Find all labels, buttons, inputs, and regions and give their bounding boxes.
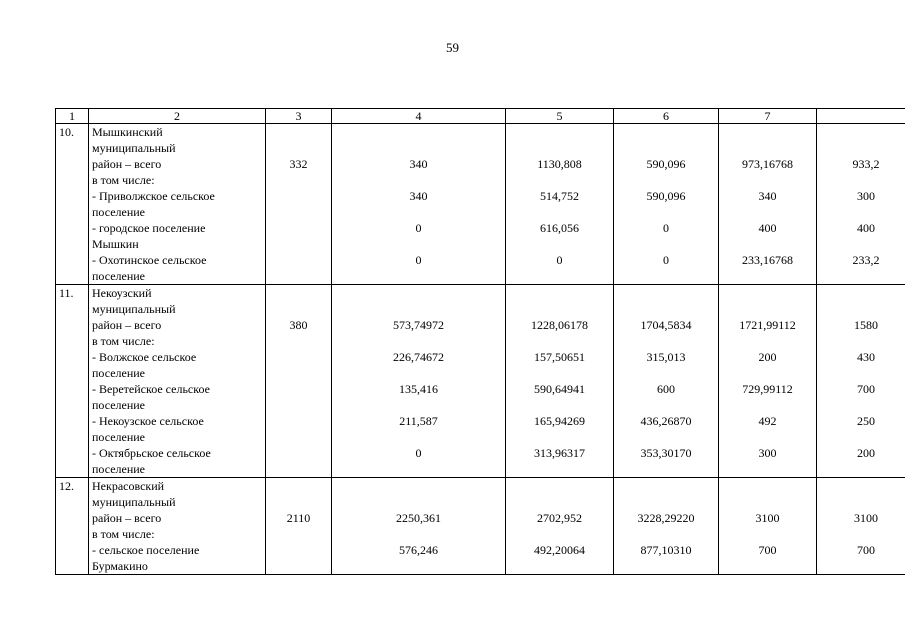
value-line — [266, 413, 331, 429]
value-line: 729,99112 — [742, 382, 793, 396]
value-line — [817, 429, 905, 445]
value-line — [614, 333, 718, 349]
value-line — [506, 526, 613, 542]
value-line — [266, 188, 331, 204]
name-line: Некоузский — [92, 286, 152, 300]
value-line: 226,74672 — [393, 350, 444, 364]
value-line — [719, 494, 816, 510]
value-line — [719, 333, 816, 349]
value-line — [719, 461, 816, 477]
value-line — [332, 140, 505, 156]
value-line: 492,20064 — [534, 543, 585, 557]
value-cell-col5 — [506, 478, 614, 575]
value-line — [332, 478, 505, 494]
value-line — [817, 124, 905, 140]
value-cell-col5 — [506, 124, 614, 285]
header-cell: 3 — [266, 109, 332, 124]
table-row — [56, 478, 905, 575]
value-line — [614, 365, 718, 381]
value-line — [332, 124, 505, 140]
value-line — [719, 236, 816, 252]
value-line: 590,096 — [646, 189, 686, 203]
name-line: - Октябрьское сельское — [92, 446, 211, 460]
value-line — [614, 558, 718, 574]
value-cell-col5 — [506, 285, 614, 478]
value-line: 3100 — [755, 511, 780, 525]
value-line: 0 — [415, 253, 422, 267]
value-line: 400 — [857, 221, 875, 235]
name-line: муниципальный — [92, 495, 176, 509]
value-line — [332, 204, 505, 220]
value-line — [506, 285, 613, 301]
value-cell-col7 — [719, 285, 817, 478]
value-line: 0 — [415, 221, 422, 235]
header-cell: 7 — [719, 109, 817, 124]
value-line: 1704,5834 — [640, 318, 692, 332]
value-line: 400 — [758, 221, 777, 235]
value-line — [332, 236, 505, 252]
name-line: поселение — [92, 269, 146, 283]
value-line: 0 — [663, 221, 669, 235]
value-line: 616,056 — [540, 221, 579, 235]
value-line — [332, 429, 505, 445]
value-line: 300 — [758, 446, 777, 460]
value-line — [719, 397, 816, 413]
value-line — [506, 365, 613, 381]
value-line — [506, 429, 613, 445]
value-line — [719, 558, 816, 574]
value-line: 700 — [758, 543, 777, 557]
value-cell-col3 — [266, 478, 332, 575]
value-line: 157,50651 — [534, 350, 585, 364]
value-line — [266, 236, 331, 252]
value-line — [266, 285, 331, 301]
value-line — [614, 268, 718, 284]
value-line: 340 — [409, 157, 428, 171]
value-line — [817, 333, 905, 349]
row-number: 11. — [56, 285, 89, 478]
name-line: в том числе: — [92, 334, 155, 348]
value-line: 514,752 — [540, 189, 579, 203]
value-line — [266, 140, 331, 156]
value-line: 353,30170 — [640, 446, 692, 460]
value-cell-col3 — [266, 124, 332, 285]
value-line: 340 — [758, 189, 777, 203]
name-line: муниципальный — [92, 302, 176, 316]
value-line — [614, 236, 718, 252]
value-cell-col8 — [817, 478, 905, 575]
value-line — [332, 333, 505, 349]
value-line — [817, 268, 905, 284]
value-line — [614, 461, 718, 477]
value-line — [266, 494, 331, 510]
value-line: 600 — [657, 382, 675, 396]
value-line — [266, 445, 331, 461]
value-line: 200 — [857, 446, 875, 460]
value-cell-col6 — [614, 285, 719, 478]
value-line — [266, 558, 331, 574]
name-line: поселение — [92, 398, 146, 412]
value-line — [817, 397, 905, 413]
value-line — [817, 494, 905, 510]
value-line — [817, 204, 905, 220]
value-line — [719, 124, 816, 140]
value-line — [614, 397, 718, 413]
name-line: Некрасовский — [92, 479, 165, 493]
value-cell-col6 — [614, 478, 719, 575]
value-line — [719, 268, 816, 284]
value-line — [266, 478, 331, 494]
value-line — [817, 478, 905, 494]
value-line: 233,16768 — [742, 253, 793, 267]
value-line — [614, 124, 718, 140]
value-line: 0 — [663, 253, 669, 267]
value-line — [332, 268, 505, 284]
value-line — [506, 461, 613, 477]
value-line — [266, 220, 331, 236]
name-line: - городское поселение — [92, 221, 206, 235]
value-line — [266, 268, 331, 284]
value-line — [719, 429, 816, 445]
value-line: 1130,808 — [537, 157, 582, 171]
value-cell-col6 — [614, 124, 719, 285]
value-line — [266, 172, 331, 188]
value-line — [817, 236, 905, 252]
value-line — [719, 526, 816, 542]
value-line: 700 — [857, 543, 875, 557]
value-line — [719, 140, 816, 156]
name-line: район – всего — [92, 157, 162, 171]
value-line — [817, 140, 905, 156]
value-line: 233,2 — [852, 253, 880, 267]
row-number: 12. — [56, 478, 89, 575]
district-name-cell — [89, 124, 266, 285]
header-cell: 1 — [56, 109, 89, 124]
page-number: 59 — [446, 40, 459, 55]
value-line — [614, 285, 718, 301]
value-line — [506, 397, 613, 413]
name-line: поселение — [92, 462, 146, 476]
value-line: 933,2 — [852, 157, 880, 171]
name-line: - сельское поселение — [92, 543, 200, 557]
value-line — [719, 301, 816, 317]
value-line — [614, 478, 718, 494]
value-line: 3228,29220 — [637, 511, 695, 525]
name-line: муниципальный — [92, 141, 176, 155]
value-cell-col4 — [332, 124, 506, 285]
value-line: 300 — [857, 189, 875, 203]
value-line: 2110 — [286, 511, 311, 525]
value-line: 340 — [409, 189, 428, 203]
value-line: 315,013 — [646, 350, 686, 364]
value-cell-col8 — [817, 285, 905, 478]
name-line: - Волжское сельское — [92, 350, 197, 364]
table-row — [56, 285, 905, 478]
value-line — [506, 140, 613, 156]
value-line: 492 — [758, 414, 777, 428]
value-line: 313,96317 — [534, 446, 585, 460]
header-row — [56, 109, 905, 124]
value-line — [266, 429, 331, 445]
value-line — [266, 397, 331, 413]
value-line: 590,64941 — [534, 382, 585, 396]
value-line: 1580 — [854, 318, 878, 332]
name-line: - Охотинское сельское — [92, 253, 207, 267]
value-line: 250 — [857, 414, 875, 428]
value-line — [506, 124, 613, 140]
value-cell-col7 — [719, 124, 817, 285]
value-line — [614, 140, 718, 156]
value-line — [332, 461, 505, 477]
value-line — [266, 204, 331, 220]
value-line — [506, 268, 613, 284]
value-line — [332, 558, 505, 574]
value-line: 1721,99112 — [739, 318, 796, 332]
value-line — [266, 461, 331, 477]
value-line — [506, 204, 613, 220]
value-line: 430 — [857, 350, 875, 364]
value-line — [719, 365, 816, 381]
value-line — [266, 365, 331, 381]
name-line: - Приволжское сельское — [92, 189, 215, 203]
value-line — [719, 172, 816, 188]
district-name-cell — [89, 478, 266, 575]
value-line — [332, 526, 505, 542]
value-line: 877,10310 — [640, 543, 692, 557]
value-line — [817, 558, 905, 574]
name-line: район – всего — [92, 318, 162, 332]
value-line — [506, 172, 613, 188]
value-line — [266, 381, 331, 397]
value-line — [332, 397, 505, 413]
value-line — [266, 124, 331, 140]
value-line — [266, 349, 331, 365]
district-name-cell — [89, 285, 266, 478]
value-line — [614, 526, 718, 542]
value-line — [614, 494, 718, 510]
value-line — [817, 365, 905, 381]
value-line: 0 — [415, 446, 422, 460]
header-cell: 6 — [614, 109, 719, 124]
name-line: Мышкинский — [92, 125, 163, 139]
value-line: 135,416 — [399, 382, 438, 396]
name-line: - Некоузское сельское — [92, 414, 204, 428]
value-line: 200 — [758, 350, 777, 364]
header-cell: 4 — [332, 109, 506, 124]
value-line: 332 — [289, 157, 308, 171]
value-line — [266, 333, 331, 349]
value-line: 1228,06178 — [531, 318, 588, 332]
value-line — [614, 301, 718, 317]
value-line — [506, 236, 613, 252]
value-line: 573,74972 — [393, 318, 444, 332]
value-line: 2250,361 — [396, 511, 441, 525]
value-line — [614, 204, 718, 220]
value-line: 2702,952 — [537, 511, 582, 525]
value-line: 700 — [857, 382, 875, 396]
value-line — [719, 204, 816, 220]
value-line: 576,246 — [399, 543, 438, 557]
value-line — [817, 285, 905, 301]
value-line — [506, 494, 613, 510]
value-cell-col8 — [817, 124, 905, 285]
value-line — [719, 285, 816, 301]
row-number: 10. — [56, 124, 89, 285]
name-line: в том числе: — [92, 173, 155, 187]
value-line — [266, 301, 331, 317]
value-cell-col3 — [266, 285, 332, 478]
value-line: 0 — [556, 253, 563, 267]
name-line: Бурмакино — [92, 559, 148, 573]
value-line: 380 — [289, 318, 308, 332]
value-line — [266, 542, 331, 558]
value-line: 3100 — [854, 511, 878, 525]
value-line — [332, 285, 505, 301]
name-line: поселение — [92, 430, 146, 444]
name-line: в том числе: — [92, 527, 155, 541]
value-cell-col7 — [719, 478, 817, 575]
value-line: 973,16768 — [742, 157, 793, 171]
name-line: поселение — [92, 205, 146, 219]
value-line — [332, 301, 505, 317]
value-line: 436,26870 — [640, 414, 692, 428]
name-line: поселение — [92, 366, 146, 380]
value-cell-col4 — [332, 285, 506, 478]
value-line: 590,096 — [646, 157, 686, 171]
value-line — [614, 172, 718, 188]
header-cell: 2 — [89, 109, 266, 124]
value-line — [332, 365, 505, 381]
value-line — [719, 478, 816, 494]
value-line — [817, 461, 905, 477]
value-cell-col4 — [332, 478, 506, 575]
header-cell — [817, 109, 905, 124]
value-line — [817, 172, 905, 188]
value-line — [506, 478, 613, 494]
value-line — [332, 172, 505, 188]
name-line: район – всего — [92, 511, 162, 525]
value-line — [817, 526, 905, 542]
name-line: Мышкин — [92, 237, 139, 251]
header-cell: 5 — [506, 109, 614, 124]
value-line: 165,94269 — [534, 414, 585, 428]
value-line — [506, 333, 613, 349]
data-table — [55, 108, 905, 575]
name-line: - Веретейское сельское — [92, 382, 210, 396]
value-line — [614, 429, 718, 445]
value-line — [817, 301, 905, 317]
value-line — [266, 252, 331, 268]
value-line — [332, 494, 505, 510]
table-row — [56, 124, 905, 285]
value-line: 211,587 — [399, 414, 438, 428]
value-line — [506, 301, 613, 317]
value-line — [266, 526, 331, 542]
value-line — [506, 558, 613, 574]
